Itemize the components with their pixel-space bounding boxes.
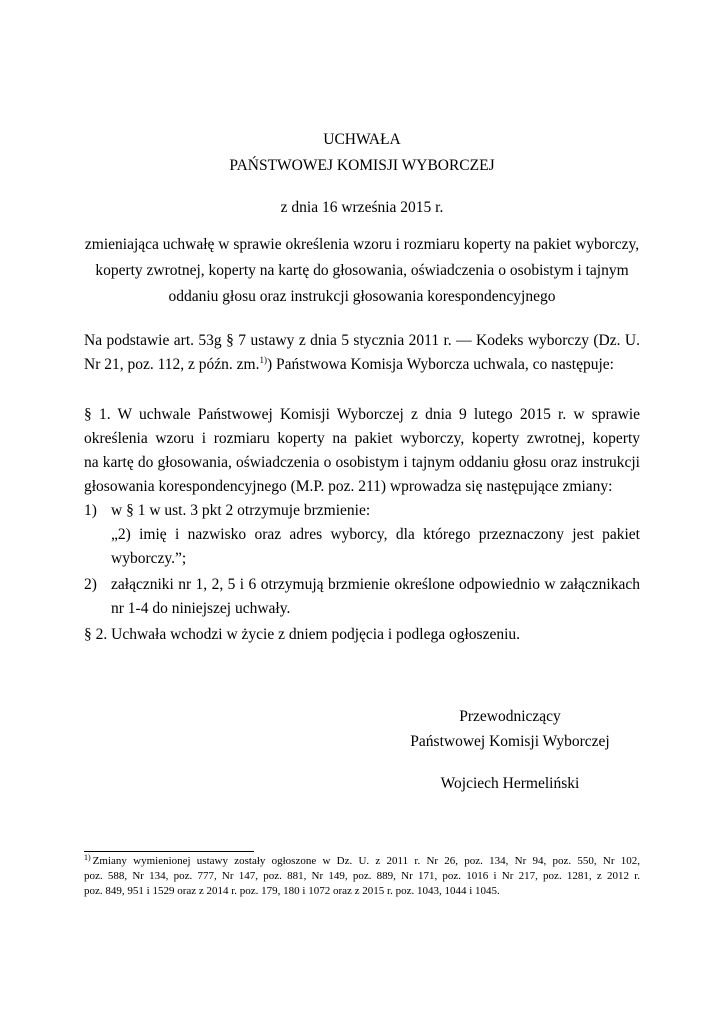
quote-line: wyborczy.”; [111, 550, 187, 567]
section-1-line: na kartę do głosowania, oświadczenia o osobistym i tajnym oddaniu głosu oraz instrukcji [84, 454, 640, 471]
legal-basis-text: ) Państwowa Komisja Wyborcza uchwala, co następuje: [266, 356, 614, 373]
footnote-line: poz. 849, 951 i 1529 oraz z 2014 r. poz. 179, 180 i 1072 oraz z 2015 r. poz. 1043, 1044 i 1045. [84, 885, 500, 897]
document-title: UCHWAŁA [323, 131, 401, 148]
signatory-organization: Państwowej Komisji Wyborczej [410, 733, 610, 750]
section-2-paragraph [84, 623, 640, 647]
footnote-divider [84, 851, 254, 852]
subject-line: koperty zwrotnej, koperty na kartę do głosowania, oświadczenia o osobistym i tajnym [95, 262, 629, 279]
amendment-item-2 [84, 573, 640, 621]
footnote-line: poz. 588, Nr 134, poz. 777, Nr 147, poz. 881, Nr 149, poz. 889, Nr 171, poz. 1016 i Nr 217, poz. 1281, z 2012 r. [84, 870, 640, 882]
item-text: w § 1 w ust. 3 pkt 2 otrzymuje brzmienie: [111, 502, 371, 519]
section-1-line: określenia wzoru i rozmiaru koperty na pakiet wyborczy, koperty zwrotnej, koperty [84, 430, 640, 447]
signatory-role: Przewodniczący [459, 708, 561, 725]
legal-basis-paragraph [84, 329, 640, 377]
section-1-line: § 1. W uchwale Państwowej Komisji Wyborczej z dnia 9 lutego 2015 r. w sprawie [84, 406, 640, 423]
section-2-line: § 2. Uchwała wchodzi w życie z dniem podjęcia i podlega ogłoszeniu. [84, 626, 521, 643]
document-date: z dnia 16 września 2015 r. [280, 199, 444, 216]
item-text [111, 573, 640, 621]
footnote-text: Zmiany wymienionej ustawy zostały ogłoszone w Dz. U. z 2011 r. Nr 26, poz. 134, Nr 94, poz. 550, Nr 102, [92, 855, 640, 867]
subject-line: zmieniająca uchwałę w sprawie określenia wzoru i rozmiaru koperty na pakiet wyborczy, [84, 236, 640, 253]
footnote [84, 854, 640, 899]
legal-basis-line [84, 353, 640, 377]
item-line: nr 1-4 do niniejszej uchwały. [111, 600, 291, 617]
issuing-authority: PAŃSTWOWEJ KOMISJI WYBORCZEJ [229, 157, 495, 174]
footnote-reference: 1) [259, 355, 267, 365]
item-line: załączniki nr 1, 2, 5 i 6 otrzymują brzmienie określone odpowiednio w załącznikach [111, 576, 640, 593]
legal-basis-text: Nr 21, poz. 112, z późn. zm. [84, 356, 260, 373]
footnote-mark: 1) [84, 853, 91, 862]
subject-line: oddaniu głosu oraz instrukcji głosowania korespondencyjnego [168, 288, 556, 305]
document-subject [84, 232, 640, 310]
amendment-item-1 [84, 499, 640, 571]
section-1-paragraph [84, 403, 640, 499]
legal-basis-line: Na podstawie art. 53g § 7 ustawy z dnia 5 stycznia 2011 r. — Kodeks wyborczy (Dz. U. [84, 332, 640, 349]
signatory-name: Wojciech Hermeliński [440, 775, 580, 792]
quote-line: „2) imię i nazwisko oraz adres wyborcy, dla którego przeznaczony jest pakiet [111, 526, 640, 543]
item-number: 1) [84, 502, 97, 519]
quoted-amendment [111, 523, 640, 571]
item-number: 2) [84, 576, 97, 593]
section-1-line: głosowania korespondencyjnego (M.P. poz. 211) wprowadza się następujące zmiany: [84, 478, 613, 495]
footnote-line [84, 854, 640, 869]
